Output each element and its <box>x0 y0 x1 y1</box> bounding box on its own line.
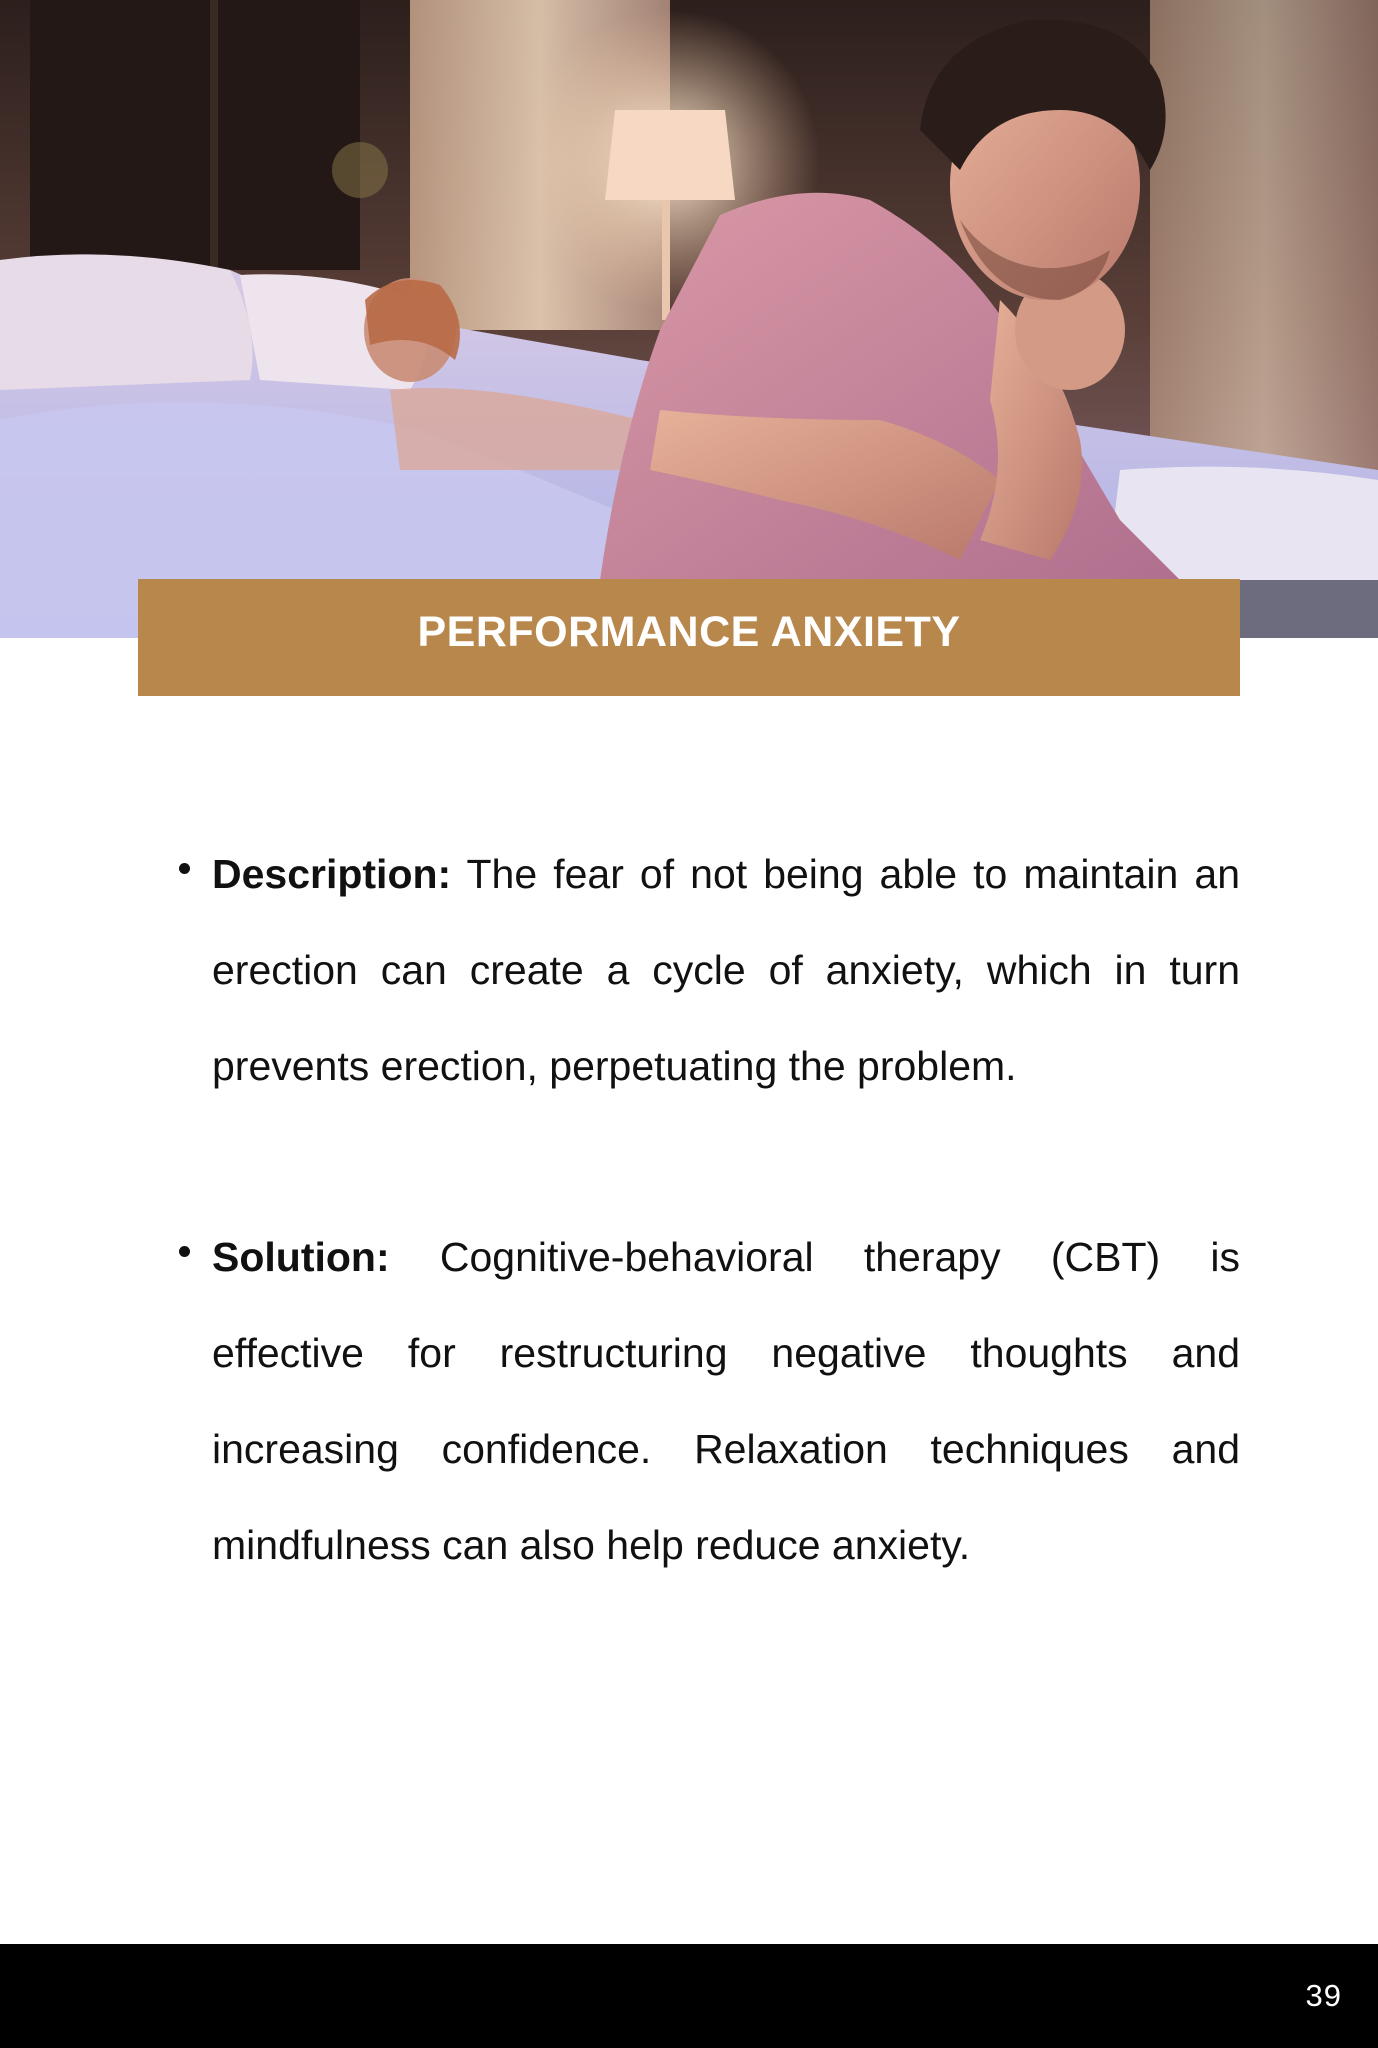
page-number: 39 <box>1305 1978 1342 2013</box>
bullet-icon <box>179 863 190 874</box>
title-banner <box>138 579 1240 696</box>
page-title: PERFORMANCE ANXIETY <box>417 608 961 656</box>
list-item <box>212 1209 1240 1593</box>
list-item-label: Description: <box>212 851 452 897</box>
list-item-label: Solution: <box>212 1234 390 1280</box>
bullet-icon <box>179 1246 190 1257</box>
footer-bar <box>0 1944 1378 2048</box>
list-item <box>212 826 1240 1114</box>
list-item-text <box>212 826 1240 1114</box>
hero-photo <box>0 0 1378 638</box>
list-item-body: Cognitive-behavioral therapy (CBT) is effective for restructuring negative thoughts and increasing confidence. Relaxation techniques and mindfulness can also help reduce anxiety. <box>212 1234 1240 1568</box>
hero-illustration <box>0 0 1378 638</box>
list-item-text <box>212 1209 1240 1593</box>
list-item-body: The fear of not being able to maintain an erection can create a cycle of anxiety, which in turn prevents erection, perpetuating the problem. <box>212 851 1240 1089</box>
